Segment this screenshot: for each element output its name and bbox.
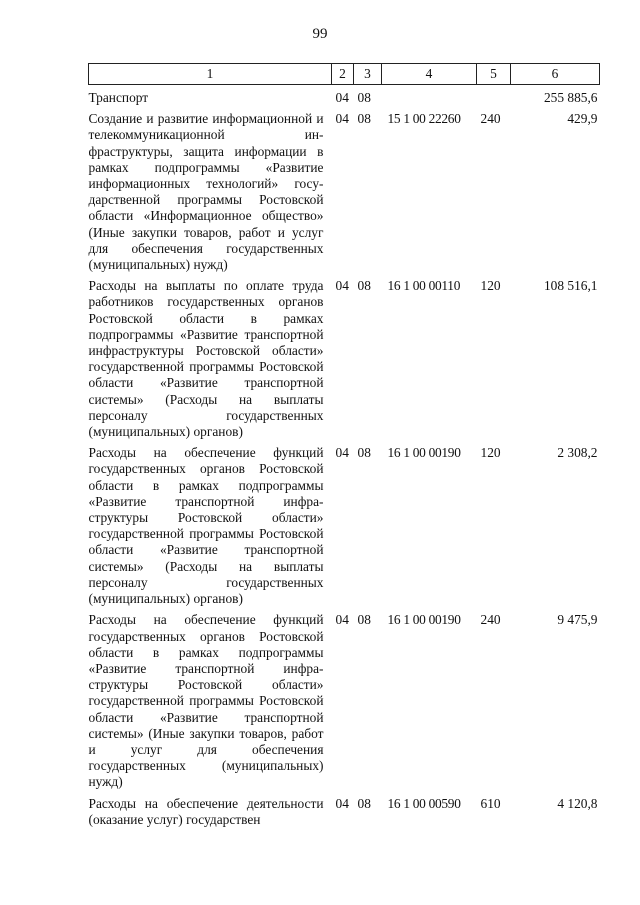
row-target-article: 16 1 00 00190 — [387, 445, 461, 461]
row-subsection-code: 08 — [357, 795, 371, 811]
table-row — [89, 440, 600, 607]
row-amount: 2 308,2 — [557, 445, 598, 461]
table-row — [89, 607, 600, 790]
table-row — [89, 85, 600, 107]
row-subsection-code: 08 — [357, 278, 371, 294]
row-section-code: 04 — [335, 612, 349, 628]
row-expense-type: 240 — [480, 111, 501, 127]
page-number: 99 — [312, 26, 328, 42]
row-target-article: 16 1 00 00590 — [387, 795, 461, 811]
row-subsection-code: 08 — [357, 612, 371, 628]
header-col-4: 4 — [382, 64, 477, 85]
row-target-article: 16 1 00 00190 — [387, 612, 461, 628]
row-amount: 429,9 — [567, 111, 598, 127]
row-section-code: 04 — [335, 90, 349, 105]
row-target-article: 16 1 00 00110 — [387, 278, 461, 294]
row-subsection-code: 08 — [357, 90, 371, 105]
header-col-5: 5 — [477, 64, 511, 85]
header-col-3: 3 — [354, 64, 382, 85]
row-amount: 9 475,9 — [557, 612, 598, 628]
table-body — [89, 85, 600, 828]
row-name: Расходы на обеспечение деятельности (оказание услуг) государствен — [88, 795, 324, 827]
row-amount: 108 516,1 — [543, 278, 598, 294]
row-name: Создание и развитие информационной и телекоммуникационной инфраструктуры, защита информации в рамках подпрограммы «Развитие информационных технологий» государственной программы Ростовской области «Информационное общество» (Иные закупки товаров, работ и услуг для обеспечения государственных (муниципальных) нужд) — [88, 111, 324, 273]
row-expense-type: 120 — [480, 445, 501, 461]
row-name: Расходы на обеспечение функций государственных органов Ростовской области в рамках подпрограммы «Развитие транспортной инфраструктуры Ростовской области» государственной программы Ростовской области «Развитие транспортной системы» (Иные закупки товаров, работ и услуг для обеспечения государственных (муниципальных) нужд) — [88, 612, 324, 790]
row-amount: 255 885,6 — [543, 90, 598, 105]
row-name: Расходы на обеспечение функций государственных органов Ростовской области в рамках подпрограммы «Развитие транспортной инфраструктуры Ростовской области» государственной программы Ростовской области «Развитие транспортной системы» (Расходы на выплаты персоналу государственных (муниципальных) органов) — [88, 445, 324, 607]
row-expense-type: 120 — [480, 278, 501, 294]
header-row — [89, 64, 600, 85]
budget-table — [88, 63, 600, 828]
row-expense-type — [477, 85, 511, 107]
table-header — [89, 64, 600, 85]
table-row — [89, 791, 600, 828]
row-section-code: 04 — [335, 795, 349, 811]
row-expense-type: 240 — [480, 612, 501, 628]
row-name: Расходы на выплаты по оплате труда работников государственных органов Ростовской области в рамках подпрограммы «Развитие транспортной инфраструктуры Ростовской области» государственной программы Ростовской области «Развитие транспортной системы» (Расходы на выплаты персоналу государственных (муниципальных) органов) — [88, 278, 324, 440]
header-col-2: 2 — [332, 64, 354, 85]
row-section-code: 04 — [335, 445, 349, 461]
header-col-6: 6 — [511, 64, 600, 85]
row-target-article: 15 1 00 22260 — [387, 111, 461, 127]
row-name: Транспорт — [88, 90, 149, 105]
row-section-code: 04 — [335, 278, 349, 294]
row-subsection-code: 08 — [357, 445, 371, 461]
row-section-code: 04 — [335, 111, 349, 127]
row-target-article — [382, 85, 477, 107]
row-amount: 4 120,8 — [557, 795, 598, 811]
row-subsection-code: 08 — [357, 111, 371, 127]
header-col-1: 1 — [89, 64, 332, 85]
row-expense-type: 610 — [480, 795, 501, 811]
table-row — [89, 273, 600, 440]
table-row — [89, 106, 600, 273]
